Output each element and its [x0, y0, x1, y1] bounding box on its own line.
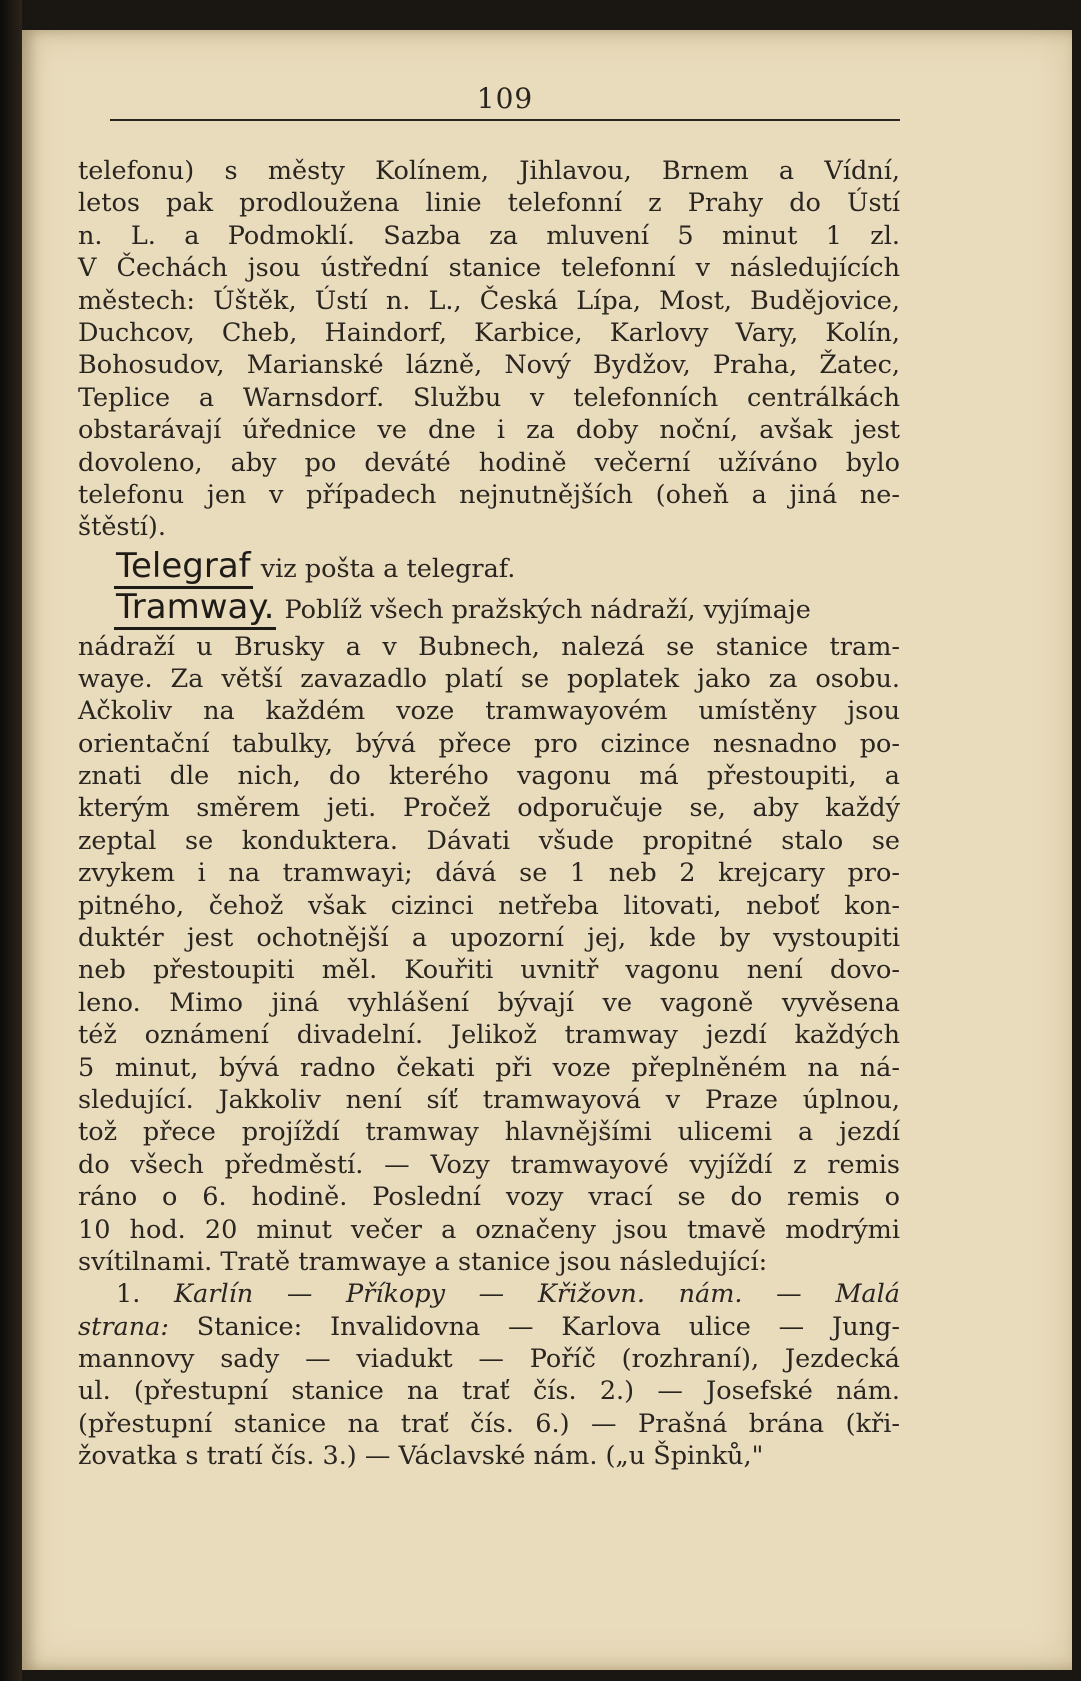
text-line: duktér jest ochotnější a upozorní jej, kde by vystoupiti: [78, 923, 900, 954]
text-line: sledující. Jakkoliv není síť tramwayová v Praze úplnou,: [78, 1084, 900, 1115]
book-spine: [0, 0, 22, 1681]
text-line: (přestupní stanice na trať čís. 6.) — Prašná brána (kři-: [78, 1408, 900, 1439]
route-name-cont: strana:: [78, 1311, 169, 1342]
text-line: Duchcov, Cheb, Haindorf, Karbice, Karlovy Vary, Kolín,: [78, 317, 900, 348]
text-line: tož přece projíždí tramway hlavnějšími ulicemi a jezdí: [78, 1117, 900, 1148]
text-line: neb přestoupiti měl. Kouřiti uvnitř vagonu není dovo-: [78, 955, 900, 986]
text-line: Ačkoliv na každém voze tramwayovém umístěny jsou: [78, 696, 900, 727]
text-line: n. L. a Podmoklí. Sazba za mluvení 5 minut 1 zl.: [78, 220, 900, 251]
text-line: do všech předměstí. — Vozy tramwayové vyjíždí z remis: [78, 1149, 900, 1180]
route-1-title-line: [78, 1278, 900, 1310]
paragraph-telefon: [78, 155, 900, 544]
entry-heading-telegraf: Telegraf: [114, 546, 253, 589]
route-1: [78, 1278, 900, 1472]
page-text: [78, 155, 900, 1473]
text-line: Teplice a Warnsdorf. Službu v telefonních centrálkách: [78, 382, 900, 413]
text-line: 10 hod. 20 minut večer a označeny jsou tmavě modrými: [78, 1214, 900, 1245]
text-line: zvykem i na tramwayi; dává se 1 neb 2 krejcary pro-: [78, 858, 900, 889]
text-line: Bohosudov, Marianské lázně, Nový Bydžov, Praha, Žatec,: [78, 350, 900, 381]
text-line: V Čechách jsou ústřední stanice telefonní v následujících: [78, 253, 900, 284]
text-line: zeptal se konduktera. Dávati všude propitné stalo se: [78, 825, 900, 856]
entry-text-tramway: Poblíž všech pražských nádraží, vyjímaje: [284, 595, 811, 626]
text-line: ráno o 6. hodině. Poslední vozy vrací se do remis o: [78, 1182, 900, 1213]
entry-tramway: [78, 587, 900, 1278]
text-line: městech: Úštěk, Ústí n. L., Česká Lípa, Most, Budějovice,: [78, 285, 900, 316]
page-number: 109: [476, 82, 534, 115]
text-line: telefonu) s městy Kolínem, Jihlavou, Brnem a Vídní,: [78, 156, 900, 186]
text-line: waye. Za větší zavazadlo platí se poplatek jako za osobu.: [78, 663, 900, 694]
text-line: kterým směrem jeti. Pročež odporučuje se, aby každý: [78, 793, 900, 824]
route-1-stations-line: [78, 1311, 900, 1343]
text-line: ul. (přestupní stanice na trať čís. 2.) — Josefské nám.: [78, 1376, 900, 1407]
entry-telegraf: [78, 545, 900, 586]
text-line: nádraží u Brusky a v Bubnech, nalezá se stanice tram-: [78, 631, 900, 662]
text-line: leno. Mimo jiná vyhlášení bývají ve vagoně vyvěsena: [78, 987, 900, 1018]
text-line: 5 minut, bývá radno čekati při voze přeplněném na ná-: [78, 1052, 900, 1083]
text-line: znati dle nich, do kterého vagonu má přestoupiti, a: [78, 761, 900, 792]
route-name: Karlín — Příkopy — Křižovn. nám. — Malá: [174, 1279, 900, 1310]
text-line: žovatka s tratí čís. 3.) — Václavské nám. („u Špinků,": [78, 1441, 764, 1472]
route-number: 1.: [116, 1279, 141, 1310]
text-line: svítilnami. Tratě tramwaye a stanice jsou následující:: [78, 1246, 768, 1277]
text-line: obstarávají úřednice ve dne i za doby noční, avšak jest: [78, 415, 900, 446]
text-line: mannovy sady — viadukt — Poříč (rozhraní), Jezdecká: [78, 1344, 900, 1375]
text-line: též oznámení divadelní. Jelikož tramway jezdí každých: [78, 1020, 900, 1051]
entry-text-telegraf: viz pošta a telegraf.: [260, 553, 516, 584]
text-line: pitného, čehož však cizinci netřeba litovati, neboť kon-: [78, 890, 900, 921]
text-line: letos pak prodloužena linie telefonní z Prahy do Ústí: [78, 188, 900, 219]
page-header: [110, 82, 900, 121]
text-line: štěstí).: [78, 512, 166, 543]
entry-heading-tramway: Tramway.: [114, 587, 276, 630]
text-line: telefonu jen v případech nejnutnějších (oheň a jiná ne-: [78, 479, 900, 510]
text-line: orientační tabulky, bývá přece pro cizince nesnadno po-: [78, 728, 900, 759]
route-stations: Stanice: Invalidovna — Karlova ulice — Jung-: [196, 1311, 900, 1342]
text-line: dovoleno, aby po deváté hodině večerní užíváno bylo: [78, 447, 900, 478]
entry-tramway-first-line: [78, 587, 900, 628]
